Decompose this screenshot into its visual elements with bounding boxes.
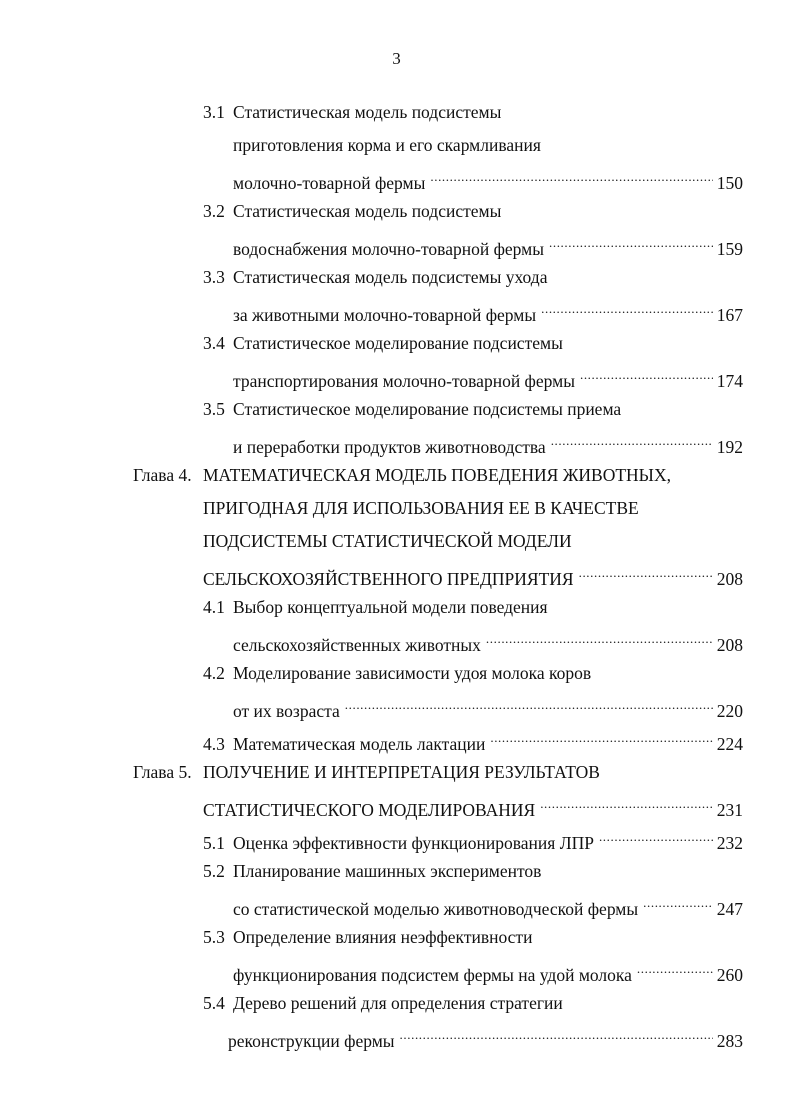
- section-title-line: Статистическая модель подсистемы: [233, 102, 502, 122]
- toc-entry-3-3-last: [233, 299, 743, 326]
- section-number: 4.3: [203, 734, 225, 754]
- page-ref: 220: [716, 701, 743, 721]
- toc-chapter-5-last: [203, 794, 743, 821]
- dot-leader: [345, 695, 713, 717]
- page-ref: 224: [716, 734, 743, 754]
- dot-leader: [541, 299, 713, 321]
- section-number: 4.2: [203, 663, 225, 683]
- section-number: 5.4: [203, 993, 225, 1013]
- section-title-line: транспортирования молочно-товарной фермы: [233, 371, 575, 391]
- chapter-label: Глава 5.: [133, 762, 192, 782]
- dot-leader: [540, 794, 713, 816]
- dot-leader: [637, 959, 713, 981]
- dot-leader: [486, 629, 713, 651]
- section-title-line: Определение влияния неэффективности: [233, 927, 533, 947]
- page-ref: 283: [716, 1031, 743, 1051]
- page-ref: 159: [716, 239, 743, 259]
- page-ref: 260: [716, 965, 743, 985]
- section-title-line: функционирования подсистем фермы на удой молока: [233, 965, 632, 985]
- toc-item-4-1: [203, 596, 548, 618]
- toc-item-3-5: [203, 398, 621, 420]
- section-title-line: Дерево решений для определения стратегии: [233, 993, 563, 1013]
- section-title-line: Оценка эффективности функционирования ЛПР: [233, 833, 594, 853]
- section-title: [203, 733, 485, 755]
- toc-item-4-2: [203, 662, 591, 684]
- toc-chapter-4-last: [203, 563, 743, 590]
- section-title-line: и переработки продуктов животноводства: [233, 437, 546, 457]
- section-number: 4.1: [203, 597, 225, 617]
- chapter-title-line: ПРИГОДНАЯ ДЛЯ ИСПОЛЬЗОВАНИЯ ЕЕ В КАЧЕСТВЕ: [203, 498, 639, 518]
- section-title-line: за животными молочно-товарной фермы: [233, 305, 537, 325]
- page-ref: 208: [716, 569, 743, 589]
- toc-entry-3-4-last: [233, 365, 743, 392]
- chapter-label: Глава 4.: [133, 465, 192, 485]
- page-ref: 192: [716, 437, 743, 457]
- section-title-line: сельскохозяйственных животных: [233, 635, 481, 655]
- chapter-title-line: ПОЛУЧЕНИЕ И ИНТЕРПРЕТАЦИЯ РЕЗУЛЬТАТОВ: [203, 762, 600, 782]
- toc-item-3-2: [203, 200, 501, 222]
- section-title-line: Статистическое моделирование подсистемы: [233, 333, 563, 353]
- page-ref: 232: [716, 833, 743, 853]
- chapter-title-line: МАТЕМАТИЧЕСКАЯ МОДЕЛЬ ПОВЕДЕНИЯ ЖИВОТНЫХ,: [203, 465, 671, 485]
- section-title-line: Математическая модель лактации: [233, 734, 486, 754]
- toc-chapter-5: [133, 761, 600, 783]
- dot-leader: [490, 728, 712, 750]
- dot-leader: [599, 827, 713, 849]
- section-number: 3.5: [203, 399, 225, 419]
- toc-entry-5-3-last: [233, 959, 743, 986]
- section-title-line: Статистическая модель подсистемы: [233, 201, 502, 221]
- section-number: 3.3: [203, 267, 225, 287]
- toc-entry-3-2-last: [233, 233, 743, 260]
- section-number: 5.3: [203, 927, 225, 947]
- chapter-title-line: СЕЛЬСКОХОЗЯЙСТВЕННОГО ПРЕДПРИЯТИЯ: [203, 569, 574, 589]
- page-ref: 167: [716, 305, 743, 325]
- section-number: 3.2: [203, 201, 225, 221]
- page-number: 3: [392, 49, 401, 68]
- section-title-line: Моделирование зависимости удоя молока коров: [233, 663, 592, 683]
- toc-item-4-3: [203, 728, 743, 755]
- toc-entry-4-1-last: [233, 629, 743, 656]
- page-ref: 231: [716, 800, 743, 820]
- section-title-line: со статистической моделью животноводческой фермы: [233, 899, 639, 919]
- dot-leader: [579, 563, 713, 585]
- section-number: 3.1: [203, 102, 225, 122]
- page-ref: 247: [716, 899, 743, 919]
- page-ref: 174: [716, 371, 743, 391]
- dot-leader: [400, 1025, 713, 1047]
- toc-item-3-1: [203, 101, 501, 123]
- dot-leader: [643, 893, 713, 915]
- section-title-line: Статистическая модель подсистемы ухода: [233, 267, 548, 287]
- section-title-line: реконструкции фермы: [228, 1031, 395, 1051]
- toc-item-3-3: [203, 266, 547, 288]
- section-title-line: от их возраста: [233, 701, 340, 721]
- toc-entry-4-2-last: [233, 695, 743, 722]
- section-number: 3.4: [203, 333, 225, 353]
- toc-entry-3-5-last: [233, 431, 743, 458]
- section-title-line: Планирование машинных экспериментов: [233, 861, 542, 881]
- toc-item-5-4: [203, 992, 563, 1014]
- toc-item-5-2: [203, 860, 541, 882]
- page-ref: 208: [716, 635, 743, 655]
- toc-item-5-1: [203, 827, 743, 854]
- section-title-line: Статистическое моделирование подсистемы приема: [233, 399, 622, 419]
- chapter-title-line: ПОДСИСТЕМЫ СТАТИСТИЧЕСКОЙ МОДЕЛИ: [203, 531, 572, 551]
- dot-leader: [580, 365, 713, 387]
- section-title-line: водоснабжения молочно-товарной фермы: [233, 239, 544, 259]
- dot-leader: [551, 431, 713, 453]
- dot-leader: [430, 167, 712, 189]
- toc-entry-5-2-last: [233, 893, 743, 920]
- section-title-line: Выбор концептуальной модели поведения: [233, 597, 548, 617]
- toc-item-5-3: [203, 926, 532, 948]
- page-ref: 150: [716, 173, 743, 193]
- dot-leader: [549, 233, 713, 255]
- section-number: 5.1: [203, 833, 225, 853]
- toc-item-3-4: [203, 332, 563, 354]
- section-title-line: молочно-товарной фермы: [233, 173, 426, 193]
- section-title: [203, 832, 594, 854]
- toc-entry-3-1-last: [233, 167, 743, 194]
- section-number: 5.2: [203, 861, 225, 881]
- toc-entry-5-4-last: [228, 1025, 743, 1052]
- chapter-title-line: СТАТИСТИЧЕСКОГО МОДЕЛИРОВАНИЯ: [203, 800, 536, 820]
- toc-chapter-4: [133, 464, 671, 486]
- section-title-line: приготовления корма и его скармливания: [233, 135, 541, 155]
